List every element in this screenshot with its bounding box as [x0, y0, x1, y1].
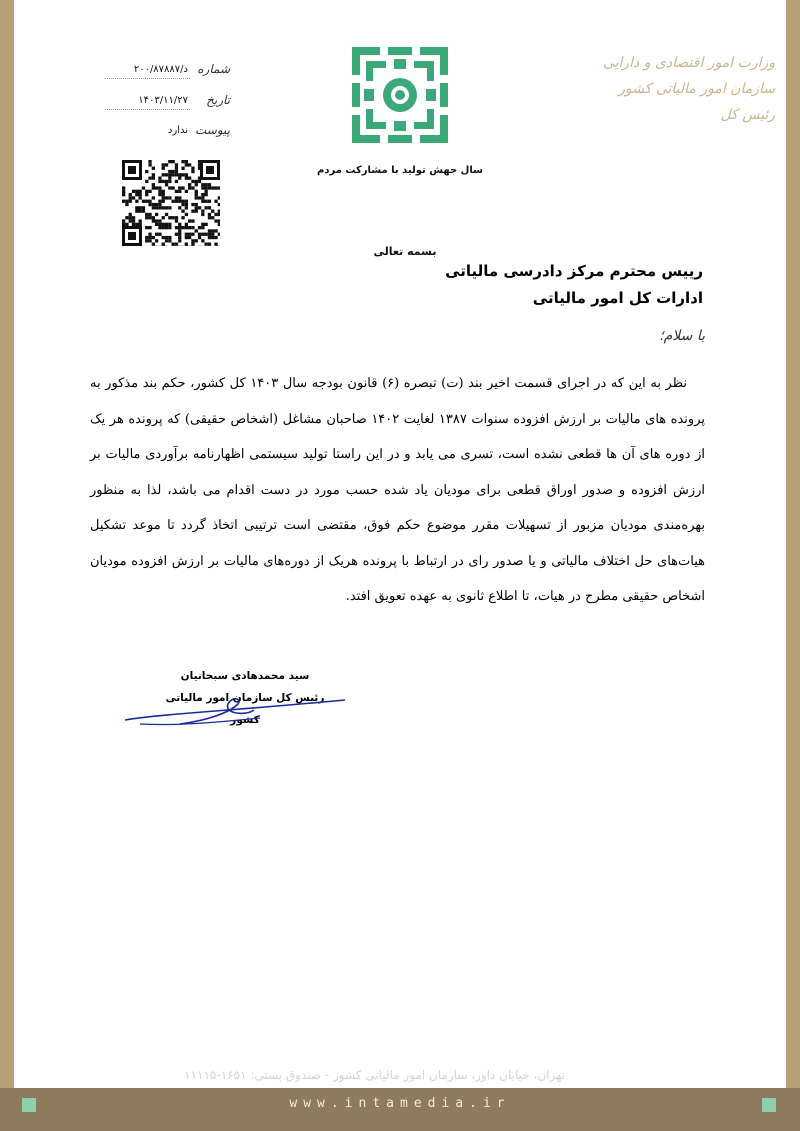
salutation: با سلام؛ — [659, 328, 705, 344]
ministry-header — [575, 50, 775, 128]
letter-number-row — [105, 62, 230, 82]
qr-code — [122, 160, 220, 246]
addressee-line-2: ادارات کل امور مالیاتی — [532, 289, 703, 307]
tax-organization-logo — [352, 47, 448, 143]
letter-attachment-value: ندارد — [167, 125, 188, 136]
ministry-line: سازمان امور مالیاتی کشور — [618, 81, 775, 97]
letter-body — [90, 366, 705, 615]
handwritten-signature — [120, 690, 350, 730]
letter-attachment-label: پیوست — [195, 123, 230, 137]
letter-attachment-row — [105, 123, 230, 143]
signer-title: رئیس کل سازمان امور مالیاتی کشور — [165, 692, 325, 726]
letter-number-value: د/۲۰۰/۸۷۸۸۷ — [133, 64, 188, 75]
footer-website: www.intamedia.ir — [289, 1096, 511, 1111]
ministry-line: رئیس کل — [720, 107, 775, 123]
letter-date-row — [105, 93, 230, 113]
dotted-line — [105, 109, 190, 110]
addressee-line-1: رییس محترم مرکز دادرسی مالیاتی — [445, 262, 703, 280]
dotted-line — [105, 78, 190, 79]
letter-body-text: نظر به این که در اجرای قسمت اخیر بند (ت) تبصره (۶) قانون بودجه سال ۱۴۰۳ کل کشور، حکم بند مذکور به پرونده های مالیات بر ارزش افزوده سنوات ۱۳۸۷ لغایت ۱۴۰۲ صاحبان مشاغل (اشخاص حقیقی) که پرونده هر یک از دوره های آن ها قطعی نشده است، تسری می یابد و در این راستا تولید سیستمی اظهارنامه برآوردی مالیات بر ارزش افزوده و صدور اوراق قطعی برای مودیان یاد شده حسب مورد در دست اقدام می باشد، لذا به منظور بهره‌مندی مودیان مزبور از تسهیلات مقرر موضوع حکم فوق، مقتضی است ترتیبی اتخاذ گردد تا موعد تشکیل هیات‌های حل اختلاف مالیاتی و یا صدور رای در ارتباط با پرونده هریک از دوره‌های مالیات بر ارزش افزوده مودیان اشخاص حقیقی مطرح در هیات، تا اطلاع ثانوی به عهده تعویق افتد. — [90, 376, 705, 604]
bismillah-heading: بسمه تعالی — [373, 245, 437, 258]
footer-address: تهران، خیابان داور، سازمان امور مالیاتی کشور - صندوق پستی: ۱۶۵۱-۱۱۱۱۵ — [184, 1068, 565, 1082]
ministry-line: وزارت امور اقتصادی و دارایی — [602, 55, 775, 71]
signer-name: سید محمدهادی سبحانیان — [180, 670, 310, 682]
letter-date-value: ۱۴۰۳/۱۱/۲۷ — [138, 95, 188, 106]
letter-date-label: تاریخ — [206, 93, 230, 107]
year-slogan: سال جهش تولید با مشارکت مردم — [317, 165, 483, 176]
letter-number-label: شماره — [197, 62, 230, 76]
